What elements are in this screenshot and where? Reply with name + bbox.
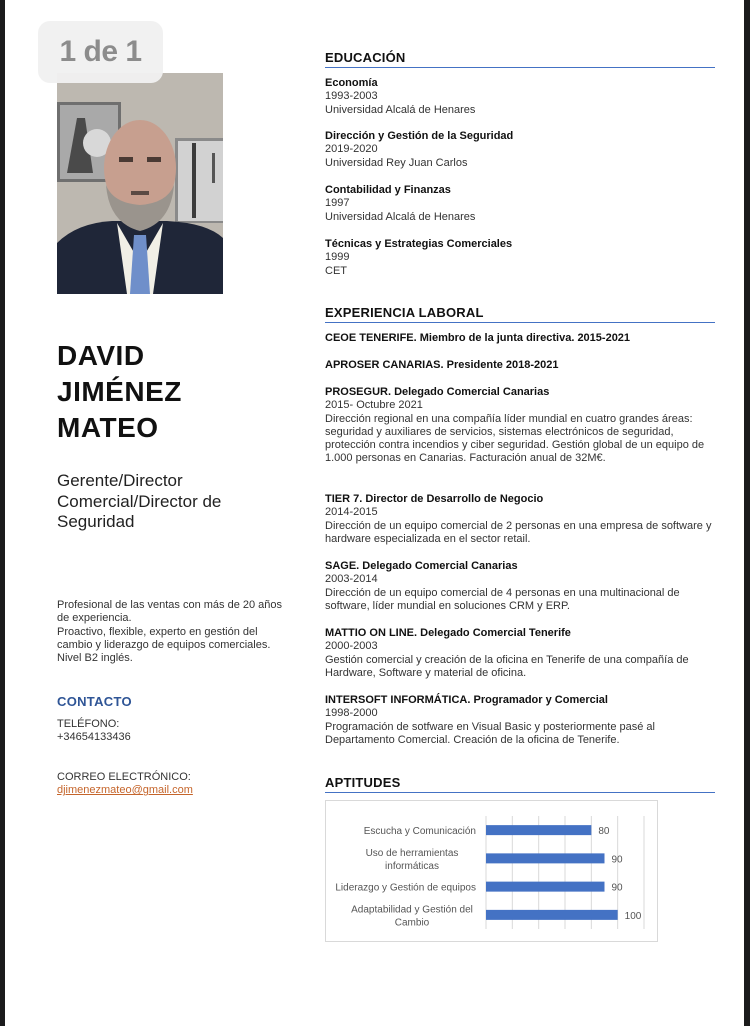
- chart-bar: [486, 853, 605, 863]
- chart-bar: [486, 825, 591, 835]
- chart-bar: [486, 910, 618, 920]
- experience-title: APROSER CANARIAS. Presidente 2018-2021: [325, 359, 559, 371]
- experience-description: Dirección regional en una compañía líder mundial en cuatro grandes áreas: seguridad y auxiliares de servicios, sistemas electrónicos de seguridad, protección contra incendios y ciber seguridad. Gestión global de un equipo de 1.000 personas en Canarias. Facturación anual de 32M€.: [325, 412, 705, 465]
- experience-title: MATTIO ON LINE. Delegado Comercial Tenerife: [325, 627, 571, 639]
- chart-data-label: 90: [611, 854, 623, 866]
- email-label: CORREO ELECTRÓNICO:: [57, 771, 191, 783]
- chart-data-label: 90: [611, 882, 623, 894]
- education-title: Dirección y Gestión de la Seguridad: [325, 130, 514, 142]
- experience-item: [325, 694, 715, 747]
- name-line: JIMÉNEZ: [57, 376, 182, 407]
- experience-years: 2003-2014: [325, 573, 378, 586]
- experience-item: [325, 332, 715, 345]
- profile-photo: [57, 73, 223, 294]
- phone-value: +34654133436: [57, 731, 131, 744]
- education-institution: Universidad Alcalá de Henares: [325, 103, 476, 116]
- name-line: MATEO: [57, 412, 159, 443]
- education-title: Contabilidad y Finanzas: [325, 184, 451, 196]
- skills-chart-svg: [326, 801, 657, 941]
- education-title: Economía: [325, 77, 378, 89]
- experience-item: [325, 386, 715, 466]
- experience-title: PROSEGUR. Delegado Comercial Canarias: [325, 386, 550, 398]
- education-institution: CET: [325, 264, 347, 277]
- profile-photo-image: [57, 73, 223, 294]
- experience-years: 2000-2003: [325, 640, 378, 653]
- phone-label: TELÉFONO:: [57, 718, 120, 730]
- education-item: [325, 184, 715, 224]
- experience-section: [325, 305, 715, 323]
- chart-data-label: 100: [624, 910, 642, 922]
- education-years: 2019-2020: [325, 143, 378, 156]
- skills-section: [325, 775, 715, 793]
- window-frame-right: [744, 0, 750, 1026]
- experience-description: Programación de sotfware en Visual Basic y posteriormente pasé al Departamento Comercial. Creación de la oficina de Tenerife.: [325, 720, 655, 746]
- experience-title: INTERSOFT INFORMÁTICA. Programador y Comercial: [325, 694, 608, 706]
- education-section: [325, 50, 715, 68]
- experience-years: 1998-2000: [325, 707, 378, 720]
- experience-item: [325, 493, 715, 546]
- education-years: 1999: [325, 251, 350, 264]
- experience-description: Dirección de un equipo comercial de 2 personas en una empresa de software y hardware especializada en el sector retail.: [325, 519, 712, 545]
- candidate-name: [57, 338, 307, 446]
- experience-heading: EXPERIENCIA LABORAL: [325, 305, 715, 323]
- education-heading: EDUCACIÓN: [325, 50, 715, 68]
- window-frame-left: [0, 0, 5, 1026]
- chart-category-label: informáticas: [385, 860, 439, 872]
- chart-data-label: 80: [598, 826, 610, 838]
- chart-category-label: Liderazgo y Gestión de equipos: [335, 882, 476, 894]
- experience-years: 2015- Octubre 2021: [325, 399, 423, 412]
- summary-line: Proactivo, flexible, experto en gestión del cambio y liderazgo de equipos comerciales. Nivel B2 inglés.: [57, 625, 271, 665]
- chart-category-label: Escucha y Comunicación: [363, 826, 476, 838]
- education-years: 1997: [325, 197, 350, 210]
- skills-chart: [325, 800, 658, 942]
- education-institution: Universidad Alcalá de Henares: [325, 210, 476, 223]
- chart-bar: [486, 882, 605, 892]
- contact-phone: [57, 718, 287, 745]
- education-years: 1993-2003: [325, 90, 378, 103]
- page-indicator: 1 de 1: [38, 21, 163, 83]
- experience-item: [325, 627, 715, 680]
- education-item: [325, 77, 715, 117]
- experience-title: CEOE TENERIFE. Miembro de la junta directiva. 2015-2021: [325, 332, 631, 344]
- experience-title: TIER 7. Director de Desarrollo de Negocio: [325, 493, 544, 505]
- experience-description: Dirección de un equipo comercial de 4 personas en una multinacional de software, líder mundial en soluciones CRM y ERP.: [325, 586, 680, 612]
- experience-title: SAGE. Delegado Comercial Canarias: [325, 560, 518, 572]
- experience-years: 2014-2015: [325, 506, 378, 519]
- education-item: [325, 130, 715, 170]
- chart-category-label: Uso de herramientas: [365, 847, 459, 859]
- summary-line: Profesional de las ventas con más de 20 años de experiencia.: [57, 599, 283, 625]
- education-item: [325, 238, 715, 278]
- experience-item: [325, 359, 715, 372]
- name-line: DAVID: [57, 340, 145, 371]
- education-institution: Universidad Rey Juan Carlos: [325, 156, 468, 169]
- experience-description: Gestión comercial y creación de la oficina en Tenerife de una compañía de Hardware, Software y material de oficina.: [325, 653, 689, 679]
- profile-summary: [57, 599, 287, 665]
- chart-category-label: Adaptabilidad y Gestión del: [351, 904, 473, 916]
- skills-heading: APTITUDES: [325, 775, 715, 793]
- job-title: Gerente/Director Comercial/Director de Seguridad: [57, 471, 222, 531]
- email-link[interactable]: djimenezmateo@gmail.com: [57, 784, 193, 797]
- chart-category-label: Cambio: [394, 917, 430, 929]
- contact-heading: CONTACTO: [57, 694, 132, 709]
- education-title: Técnicas y Estrategias Comerciales: [325, 238, 513, 250]
- experience-item: [325, 560, 715, 613]
- contact-email: [57, 771, 287, 798]
